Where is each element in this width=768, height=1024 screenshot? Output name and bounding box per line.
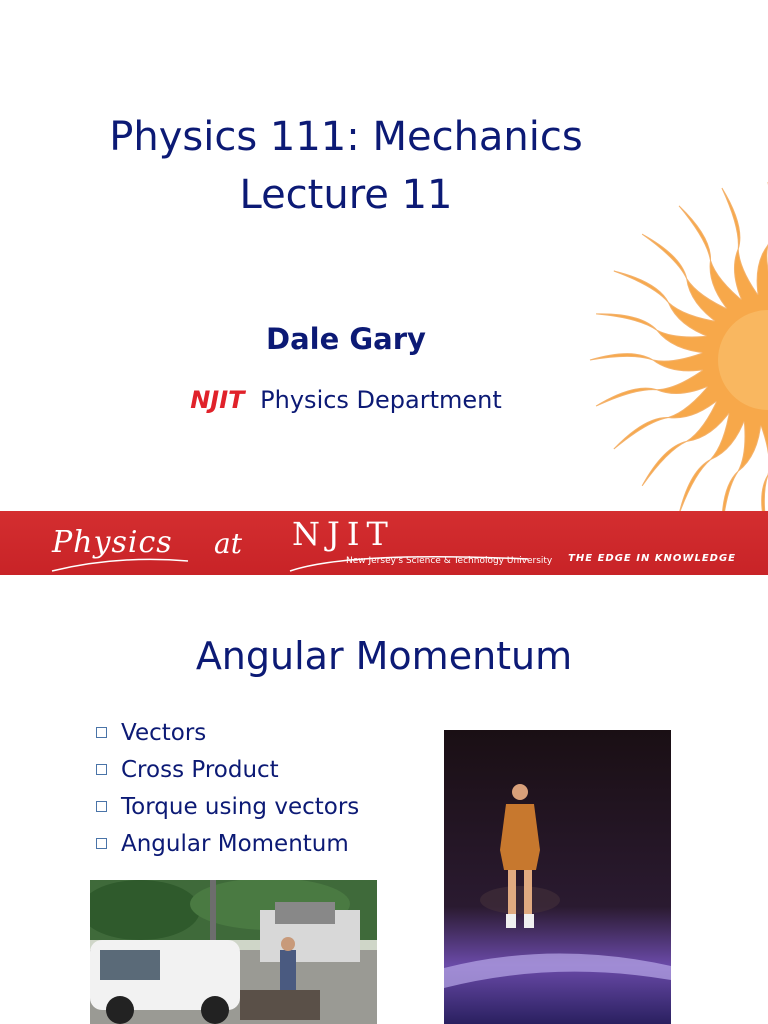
banner-njit-logo: NJIT <box>292 515 395 553</box>
banner-university: New Jersey's Science & Technology University <box>346 556 553 566</box>
banner-at: at <box>214 527 242 560</box>
checkbox-bullet-icon <box>96 764 107 775</box>
swoosh-icon <box>48 551 568 573</box>
njit-banner <box>0 511 768 575</box>
list-item: Cross Product <box>96 751 359 788</box>
sun-ray <box>757 182 768 300</box>
content-slide <box>0 578 768 1024</box>
checkbox-bullet-icon <box>96 801 107 812</box>
department-name: Physics Department <box>260 386 502 414</box>
list-item: Angular Momentum <box>96 825 359 862</box>
bullet-list <box>96 714 359 862</box>
list-item: Vectors <box>96 714 359 751</box>
list-item: Torque using vectors <box>96 788 359 825</box>
author-name: Dale Gary <box>266 322 426 356</box>
car-crash-photo <box>90 880 377 1024</box>
njit-label: NJIT <box>190 386 245 414</box>
figure-skater-photo <box>444 730 671 1024</box>
banner-physics: Physics <box>52 525 173 560</box>
sun-ray <box>590 351 708 371</box>
checkbox-bullet-icon <box>96 838 107 849</box>
slide-subtitle: Lecture 11 <box>239 172 453 218</box>
banner-tagline: THE EDGE IN KNOWLEDGE <box>568 553 736 564</box>
sun-icon <box>568 180 768 540</box>
slide-title: Angular Momentum <box>195 634 573 678</box>
slide-title: Physics 111: Mechanics <box>109 114 583 160</box>
checkbox-bullet-icon <box>96 727 107 738</box>
